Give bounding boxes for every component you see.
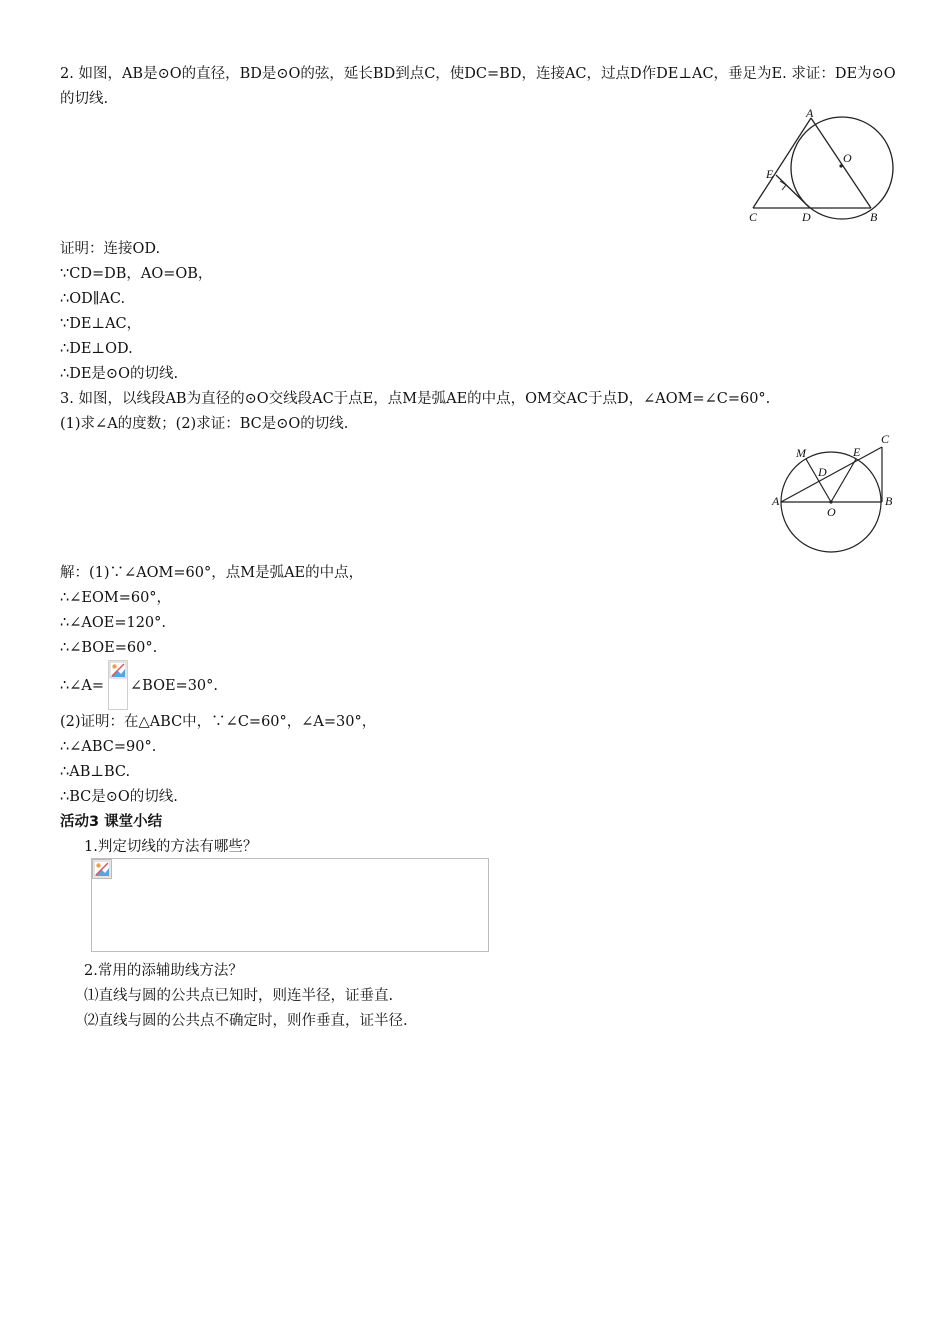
broken-image-icon [109,661,127,679]
label-c: C [881,432,890,446]
label-b: B [870,210,878,224]
proof-line: 证明：连接OD. [60,241,161,257]
part2-line: ∴BC是⊙O的切线. [60,789,178,805]
label-o: O [843,151,852,165]
label-e: E [766,167,774,181]
solution-line: ∴∠AOE=120°. [60,615,167,631]
proof-line: ∴OD∥AC. [60,291,126,307]
label-d: D [802,210,811,224]
part2-line: ∴∠ABC=90°. [60,739,157,755]
segment-ab [811,118,871,208]
label-a: A [772,494,780,508]
activity3-q2: 2.常用的添辅助线方法？ [84,963,243,979]
fraction-image-placeholder [108,660,128,710]
label-m: M [796,446,806,460]
proof-line: ∴DE是⊙O的切线. [60,366,179,382]
problem3-questions: (1)求∠A的度数；(2)求证：BC是⊙O的切线. [60,416,349,432]
angle-a-suffix: ∠BOE=30°. [130,678,219,694]
angle-a-prefix: ∴∠A= [60,678,104,694]
proof-line: ∵DE⊥AC， [60,316,142,332]
part2-line: (2)证明：在△ABC中，∵∠C=60°，∠A=30°， [60,714,377,730]
label-d: D [818,465,827,479]
solution-line: ∴∠EOM=60°， [60,590,172,606]
problem2-statement: 2. 如图，AB是⊙O的直径，BD是⊙O的弦，延长BD到点C，使DC=BD，连接AC，过点D作DE⊥AC，垂足为E. 求证：DE为⊙O的切线. [60,66,896,107]
activity3-q1: 1.判定切线的方法有哪些？ [84,839,258,855]
problem3-statement: 3. 如图，以线段AB为直径的⊙O交线段AC于点E，点M是弧AE的中点，OM交AC于点D，∠AOM=∠C=60°. [60,391,771,407]
activity3-title: 活动3 课堂小结 [60,814,163,830]
problem2-figure [740,108,910,228]
part2-line: ∴AB⊥BC. [60,764,131,780]
label-b: B [885,494,893,508]
segment-oe [831,459,856,502]
label-o: O [827,505,836,519]
solution-line: ∴∠BOE=60°. [60,640,158,656]
activity3-answer: ⑴直线与圆的公共点已知时，则连半径，证垂直. [84,988,394,1004]
solution-line: 解：(1)∵∠AOM=60°，点M是弧AE的中点， [60,565,364,581]
proof-line: ∴DE⊥OD. [60,341,133,357]
segment-ac [753,118,811,208]
label-a: A [806,108,814,120]
broken-image-icon [92,859,112,879]
label-c: C [749,210,758,224]
point-o [829,500,832,503]
problem3-figure [770,432,900,556]
proof-line: ∵CD=DB，AO=OB， [60,266,213,282]
activity3-answer: ⑵直线与圆的公共点不确定时，则作垂直，证半径. [84,1013,408,1029]
answer-box [91,858,489,952]
label-e: E [853,445,861,459]
